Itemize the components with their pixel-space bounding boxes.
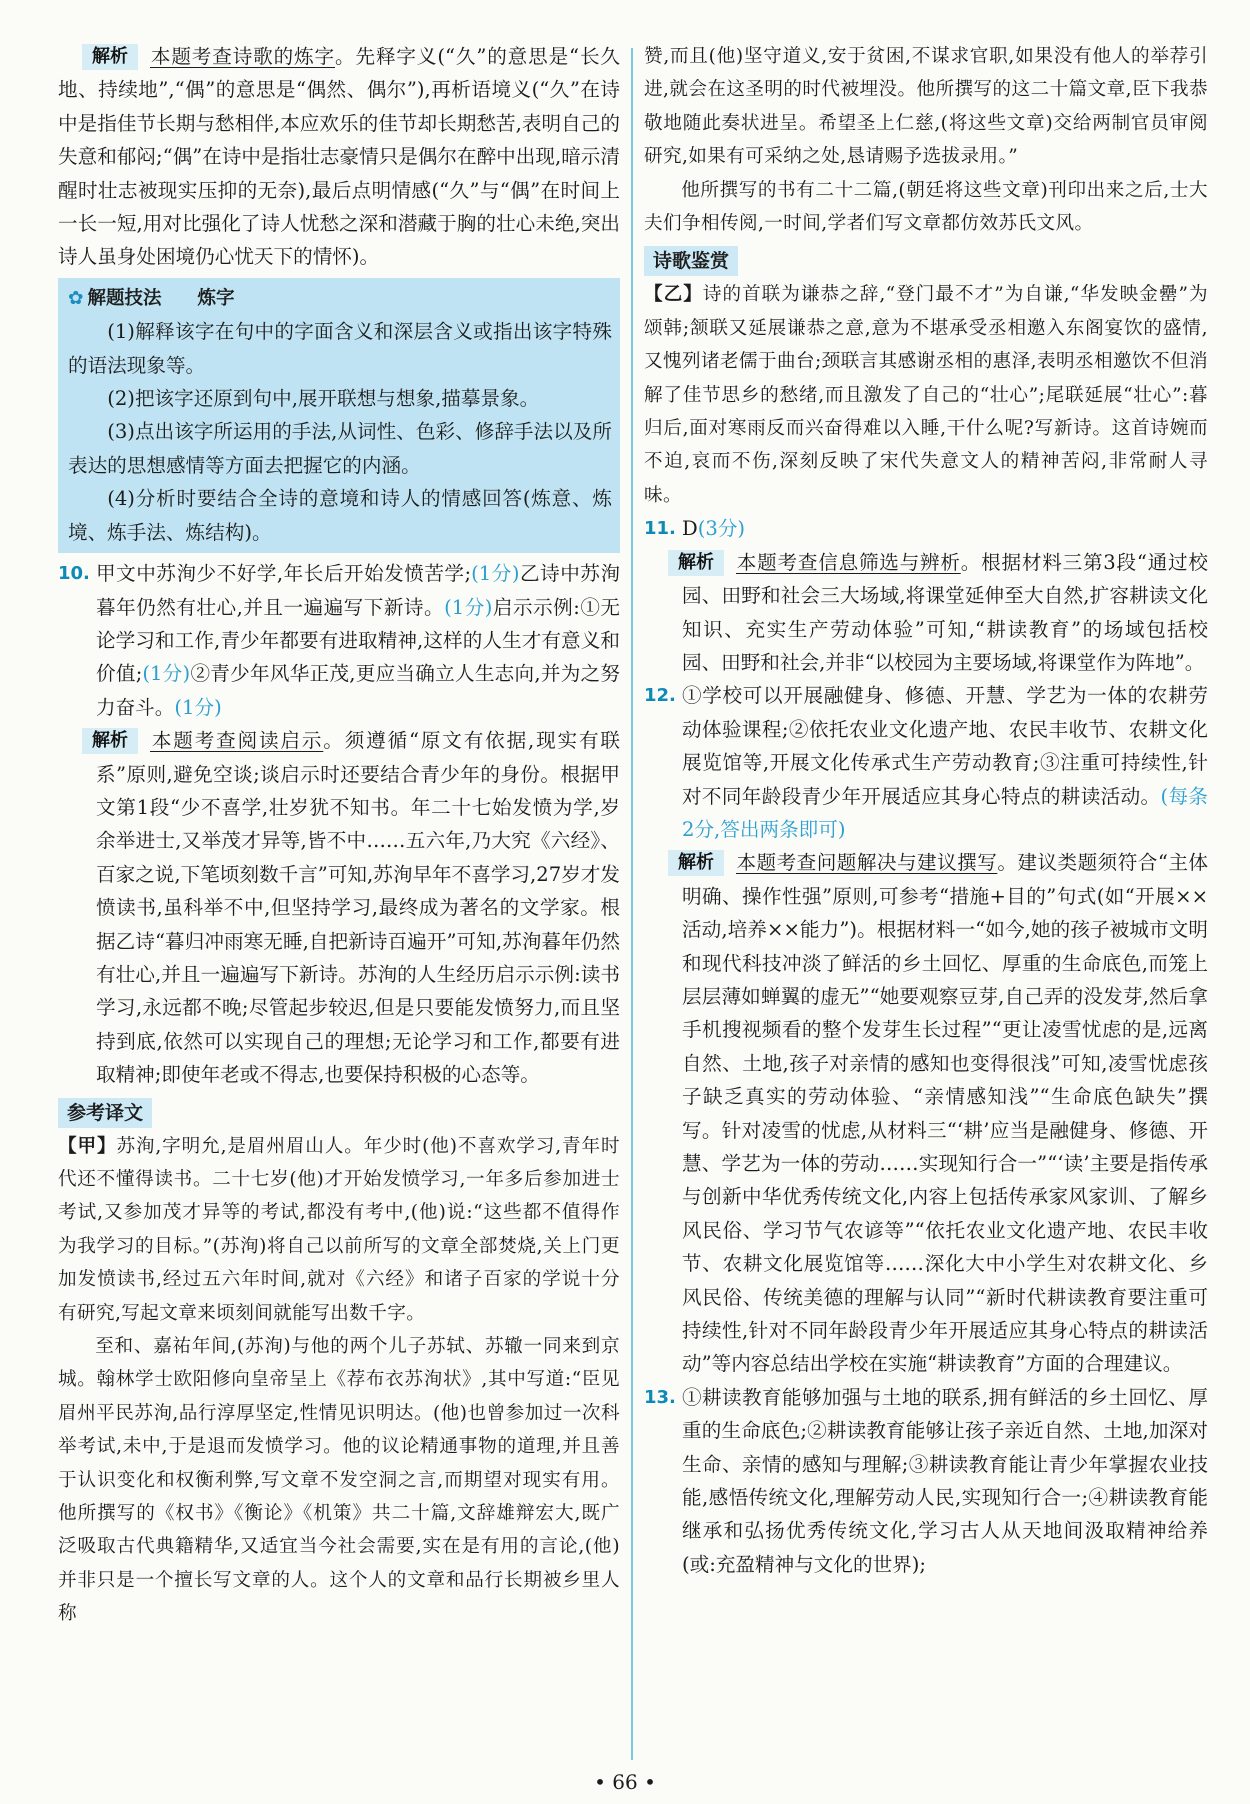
score-note: (1分) xyxy=(142,662,191,686)
answer-choice: D xyxy=(682,517,698,541)
question-11 xyxy=(644,512,1208,679)
question-number: 11. xyxy=(644,518,676,540)
question-12 xyxy=(644,679,1208,1381)
poem-text: 诗的首联为谦恭之辞,“登门最不才”为自谦,“华发映金罍”为颂韩;颔联又延展谦恭之意,意为不堪承受丞相邀入东阁宴饮的盛情,又愧列诸老儒于曲台;颈联言其感谢丞相的惠泽,表明丞相邀饮不但消解了佳节思乡的愁绪,而且激发了自己的“壮心”;尾联延展“壮心”:暮归后,面对寒雨反而兴奋得难以入睡,干什么呢?写新诗。这首诗婉而不迫,哀而不伤,深刻反映了宋代失意文人的精神苦闷,非常耐人寻味。 xyxy=(644,284,1208,506)
analysis-text: 。须遵循“原文有依据,现实有联系”原则,避免空谈;谈启示时还要结合青少年的身份。根据甲文第1段“少不喜学,壮岁犹不知书。年二十七始发愤为学,岁余举进士,又举茂才异等,皆不中……五六年,乃大究《六经》、百家之说,下笔顷刻数千言”可知,苏洵早年不喜学习,27岁才发愤读书,虽科举不中,但坚持学习,最终成为著名的文学家。根据乙诗“暮归冲雨寒无睡,自把新诗百遍开”可知,苏洵暮年仍然有壮心,并且一遍遍写下新诗。苏洵的人生经历启示示例:读书学习,永远都不晚;尽管起步较迟,但是只要能发愤努力,而且坚持到底,依然可以实现自己的理想;无论学习和工作,都要有进取精神;即使年老或不得志,也要保持积极的心态等。 xyxy=(96,729,620,1087)
analysis-paragraph xyxy=(678,546,1209,680)
question-number: 13. xyxy=(644,1386,676,1408)
translation-paragraph: 赞,而且(他)坚守道义,安于贫困,不谋求官职,如果没有他人的举荐引进,就会在这圣明的时代被埋没。他所撰写的这二十篇文章,臣下我恭敬地随此奏状进呈。希望圣上仁慈,(将这些文章)交给两制官员审阅研究,如果有可采纳之处,恳请赐予选拔录用。” xyxy=(644,46,1208,168)
analysis-paragraph xyxy=(92,724,620,1091)
tip-box-title xyxy=(68,282,612,315)
question-number: 12. xyxy=(644,685,676,707)
tip-box-subtitle: 炼字 xyxy=(197,287,235,309)
analysis-tag: 解析 xyxy=(668,850,724,876)
section-heading: 诗歌鉴赏 xyxy=(644,246,738,276)
gear-icon: ✿ xyxy=(68,287,84,309)
answer-part: ①学校可以开展融健身、修德、开慧、学艺为一体的农耕劳动体验课程;②依托农业文化遗产地、农民丰收节、农耕文化展览馆等,开展文化传承式生产劳动教育;③注重可持续性,针对不同年龄段青少年开展适应其身心特点的耕读活动。 xyxy=(682,684,1208,808)
tip-item: (2)把该字还原到句中,展开联想与想象,描摹景象。 xyxy=(107,387,540,411)
question-13 xyxy=(644,1381,1208,1581)
score-note: (1分) xyxy=(444,595,493,619)
analysis-tag: 解析 xyxy=(82,44,138,70)
text-label: 【甲】 xyxy=(58,1135,117,1157)
answer-text xyxy=(682,679,1208,846)
translation-text: 苏洵,字明允,是眉州眉山人。年少时(他)不喜欢学习,青年时代还不懂得读书。二十七岁(他)才开始发愤学习,一年多后参加进士考试,又参加茂才异等的考试,都没有考中,(他)说:“这些都不值得作为我学习的目标。”(苏洵)将自己以前所写的文章全部焚烧,关上门更加发愤读书,经过五六年时间,就对《六经》和诸子百家的学说十分有研究,写起文章来顷刻间就能写出数千字。 xyxy=(58,1135,621,1324)
column-divider xyxy=(631,48,633,1760)
analysis-text: 。建议类题须符合“主体明确、操作性强”原则,可参考“措施+目的”句式(如“开展××活动,培养××能力”)。根据材料一“如今,她的孩子被城市文明和现代科技冲淡了鲜活的乡土回忆、厚重的生命底色,而笼上层层薄如蝉翼的虚无”“她要观察豆芽,自己弄的没发芽,然后拿手机搜视频看的整个发芽生长过程”“更让凌雪忧虑的是,远离自然、土地,孩子对亲情的感知也变得很浅”可知,凌雪忧虑孩子缺乏真实的劳动体验、“亲情感知浅”“生命底色缺失”撰写。针对凌雪的忧虑,从材料三“‘耕’应当是融健身、修德、开慧、学艺为一体的劳动……实现知行合一”“‘读’主要是指传承与创新中华优秀传统文化,内容上包括传承家风家训、了解乡风民俗、学习节气农谚等”“依托农业文化遗产地、农民丰收节、农耕文化展览馆等……深化大中小学生对农耕文化、乡风民俗、传统美德的理解与认同”“新时代耕读教育要注重可持续性,针对不同年龄段青少年开展适应其身心特点的耕读活动”等内容总结出学校在实施“耕读教育”方面的合理建议。 xyxy=(682,851,1208,1376)
score-note: (1分) xyxy=(471,562,520,586)
answer-text: ①耕读教育能够加强与土地的联系,拥有鲜活的乡土回忆、厚重的生命底色;②耕读教育能够让孩子亲近自然、土地,加深对生命、亲情的感知与理解;③耕读教育能让青少年掌握农业技能,感悟传统文化,理解劳动人民,实现知行合一;④耕读教育能继承和弘扬优秀传统文化,学习古人从天地间汲取精神给养(或:充盈精神与文化的世界); xyxy=(682,1385,1208,1576)
question-number: 10. xyxy=(58,563,90,585)
page-number: • 66 • xyxy=(594,1770,656,1794)
translation-continued xyxy=(644,40,1208,240)
analysis-lead: 本题考查信息筛选与辨析 xyxy=(736,550,961,574)
tip-box xyxy=(58,278,620,553)
text-label: 【乙】 xyxy=(644,284,703,306)
translation-paragraph xyxy=(58,1130,620,1330)
tip-item: (3)点出该字所运用的手法,从词性、色彩、修辞手法以及所表达的思想感情等方面去把握它的内涵。 xyxy=(68,420,612,477)
tip-item: (1)解释该字在句中的字面含义和深层含义或指出该字特殊的语法现象等。 xyxy=(68,320,612,377)
answer-part: ②青少年风华正茂,更应当确立人生志向,并为之努力奋斗。 xyxy=(96,662,620,719)
translation-block xyxy=(58,1130,620,1631)
analysis-text: 。先释字义(“久”的意思是“长久地、持续地”,“偶”的意思是“偶然、偶尔”),再析语境义(“久”在诗中是指佳节长期与愁相伴,本应欢乐的佳节却长期愁苦,表明自己的失意和郁闷;“偶”在诗中是指壮志豪情只是偶尔在醉中出现,暗示清醒时壮志被现实压抑的无奈),最后点明情感(“久”与“偶”在时间上一长一短,用对比强化了诗人忧愁之深和潜藏于胸的壮心未绝,突出诗人虽身处困境仍心忧天下的情怀)。 xyxy=(58,45,621,269)
analysis-lead: 本题考查问题解决与建议撰写 xyxy=(736,851,998,875)
poem-appreciation xyxy=(644,278,1208,512)
score-note: (1分) xyxy=(174,695,222,719)
right-column xyxy=(644,40,1208,1581)
analysis-paragraph xyxy=(678,846,1208,1381)
analysis-tag: 解析 xyxy=(668,550,724,576)
tip-item: (4)分析时要结合全诗的意境和诗人的情感回答(炼意、炼境、炼手法、炼结构)。 xyxy=(68,487,612,544)
translation-paragraph: 至和、嘉祐年间,(苏洵)与他的两个儿子苏轼、苏辙一同来到京城。翰林学士欧阳修向皇帝呈上《荐布衣苏洵状》,其中写道:“臣见眉州平民苏洵,品行淳厚坚定,性情见识明达。(他)也曾参加过一次科举考试,未中,于是退而发愤学习。他的议论精通事物的道理,并且善于认识变化和权衡利弊,写文章不发空洞之言,而期望对现实有用。他所撰写的《权书》《衡论》《机策》共二十篇,文辞雄辩宏大,既广泛吸取古代典籍精华,又适宜当今社会需要,实在是有用的言论,(他)并非只是一个擅长写文章的人。这个人的文章和品行长期被乡里人称 xyxy=(58,1336,620,1625)
answer-part: 乙诗中苏洵暮年仍然有壮心,并且一遍遍写下新诗。 xyxy=(96,562,620,619)
answer-part: 甲文中苏洵少不好学,年长后开始发愤苦学; xyxy=(96,562,472,586)
score-note: (每条2分,答出两条即可) xyxy=(682,784,1209,841)
section-heading: 参考译文 xyxy=(58,1098,152,1128)
left-column xyxy=(58,40,620,1631)
analysis-text: 。根据材料三第3段“通过校园、田野和社会三大场域,将课堂延伸至大自然,扩容耕读文化知识、充实生产劳动体验”可知,“耕读教育”的场域包括校园、田野和社会,并非“以校园为主要场域,将课堂作为阵地”。 xyxy=(682,550,1209,674)
translation-paragraph: 他所撰写的书有二十二篇,(朝廷将这些文章)刊印出来之后,士大夫们争相传阅,一时间,学者们写文章都仿效苏氏文风。 xyxy=(644,179,1208,235)
answer-text xyxy=(682,512,1208,545)
analysis-tag: 解析 xyxy=(82,728,138,754)
score-note: (3分) xyxy=(697,517,746,541)
answer-text xyxy=(96,557,620,724)
analysis-lead: 本题考查诗歌的炼字 xyxy=(150,45,336,68)
answer-part: 启示示例:①无论学习和工作,青少年都要有进取精神,这样的人生才有意义和价值; xyxy=(96,595,620,686)
question-10 xyxy=(58,557,620,1092)
tip-box-title-text: 解题技法 xyxy=(87,287,162,309)
page xyxy=(58,40,1208,1760)
analysis-paragraph xyxy=(58,40,620,274)
analysis-lead: 本题考查阅读启示 xyxy=(150,729,324,753)
